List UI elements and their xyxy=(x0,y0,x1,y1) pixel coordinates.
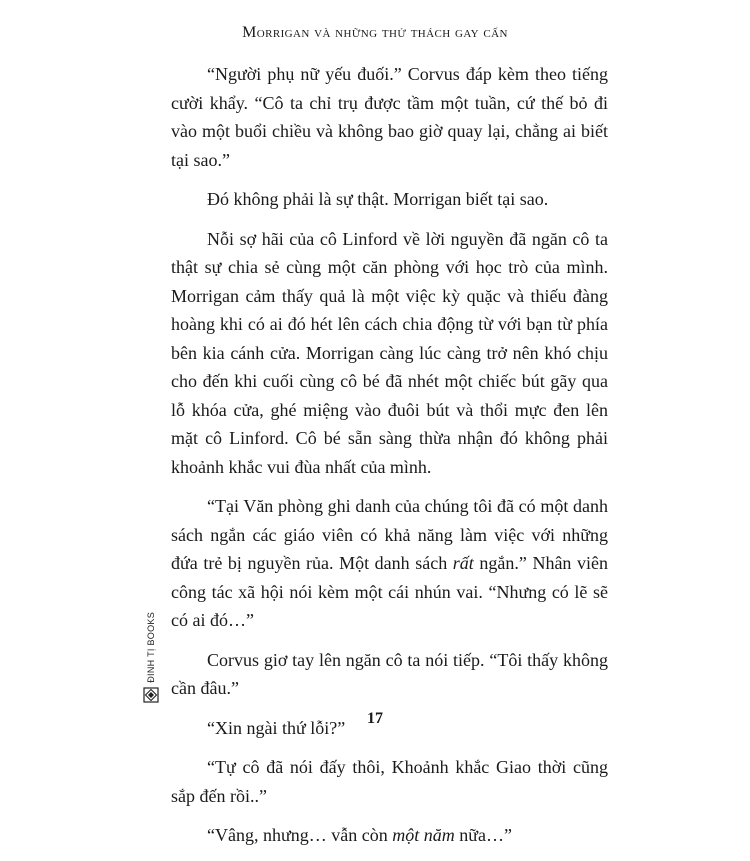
body-paragraph xyxy=(171,821,608,850)
paragraph-text: Đó không phải là sự thật. Morrigan biết tại sao. xyxy=(207,189,549,209)
page-number: 17 xyxy=(367,710,383,727)
paragraph-text: “Vâng, nhưng… vẫn còn xyxy=(207,825,393,845)
paragraph-text: Corvus giơ tay lên ngăn cô ta nói tiếp. “Tôi thấy không cần đâu.” xyxy=(171,649,608,698)
paragraph-text: ngắn.” Nhân viên công tác xã hội nói kèm một cái nhún vai. “Nhưng có lẽ sẽ có ai đó…” xyxy=(171,553,608,630)
paragraph-text: “Người phụ nữ yếu đuối.” Corvus đáp kèm theo tiếng cười khẩy. “Cô ta chỉ trụ được tầm một tuần, cứ thế bỏ đi vào một buổi chiều và không bao giờ quay lại, chẳng ai biết tại sao.” xyxy=(171,64,608,170)
publisher-brand xyxy=(136,612,166,708)
paragraph-text: “Xin ngài thứ lỗi?” xyxy=(207,717,346,738)
body-text xyxy=(171,60,608,861)
running-header-title: Morrigan và những thử thách gay cấn xyxy=(242,24,508,41)
paragraph-text: nữa…” xyxy=(454,825,512,845)
emphasis-text: rất xyxy=(452,553,474,573)
publisher-brand-text: ĐINH TỊ BOOKS xyxy=(146,612,156,683)
body-paragraph xyxy=(171,753,608,810)
dinh-ti-diamond-logo-icon xyxy=(143,687,159,708)
emphasis-text: một năm xyxy=(392,825,455,845)
body-paragraph xyxy=(171,185,608,214)
body-paragraph xyxy=(171,646,608,703)
body-paragraph xyxy=(171,60,608,174)
paragraph-text: “Tại Văn phòng ghi danh của chúng tôi đã có một danh sách ngắn các giáo viên có khả năng làm việc với những đứa trẻ bị nguyền rủa. Một danh sách xyxy=(171,496,608,573)
paragraph-text: “Tự cô đã nói đấy thôi, Khoảnh khắc Giao thời cũng sắp đến rồi..” xyxy=(171,757,608,806)
body-paragraph xyxy=(171,225,608,482)
running-header xyxy=(0,24,750,42)
body-paragraph xyxy=(171,492,608,635)
paragraph-text: Nỗi sợ hãi của cô Linford về lời nguyền đã ngăn cô ta thật sự chia sẻ cùng một căn phòng với học trò của mình. Morrigan cảm thấy quả là một việc kỳ quặc và thiếu đàng hoàng khi có ai đó hét lên cách chia động từ với bạn từ phía bên kia cánh cửa. Morrigan càng lúc càng trở nên khó chịu cho đến khi cuối cùng cô bé đã nhét một chiếc bút gãy qua lỗ khóa cửa, ghé miệng vào đuôi bút và thổi mực đen lên mặt cô Linford. Cô bé sẵn sàng thừa nhận đó không phải khoảnh khắc vui đùa nhất của mình. xyxy=(171,228,608,477)
